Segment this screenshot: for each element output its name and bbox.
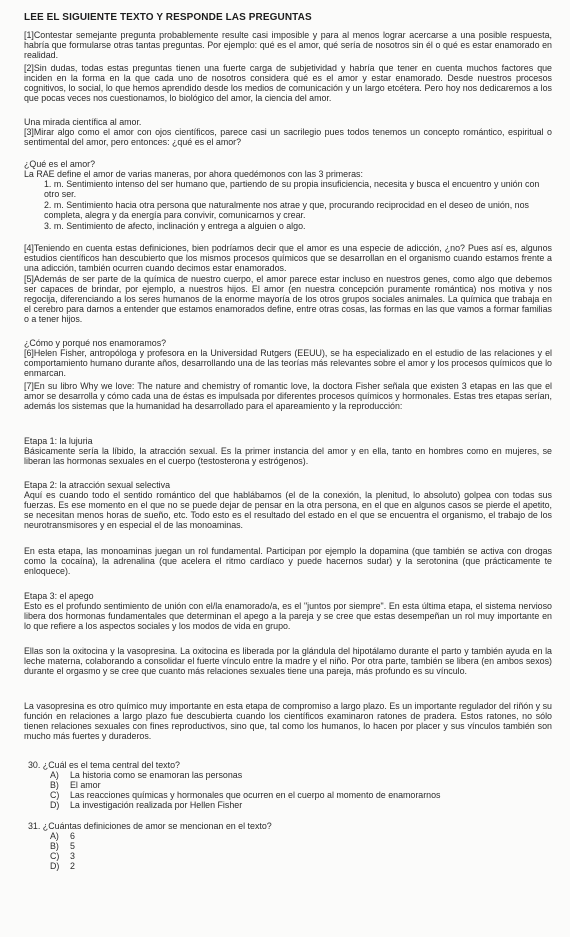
option-letter: A) [50, 770, 59, 780]
definition-2: 2. m. Sentimiento hacia otra persona que naturalmente nos atrae y que, procurando reciprocidad en el deseo de unión, nos completa, alegra y da energía para convivir, comunicarnos y crear. [44, 200, 529, 220]
stage-2-text-2: En esta etapa, las monoaminas juegan un rol fundamental. Participan por ejemplo la dopamina (que también se activa con drogas como la cocaína), la adrenalina (que acelera el ritmo cardíaco y puede hacernos sudar) y la serotonina (que prácticamente te enloquece). [24, 546, 552, 576]
paragraph-4: [4]Teniendo en cuenta estas definiciones, bien podríamos decir que el amor es una especie de adicción, ¿no? Pues así es, algunos estudios científicos han descubierto que los mismos procesos químicos que se desarrollan en el organismo cuando estamos frente a una adicción, también ocurren cuando decimos estar enamorados. [24, 243, 552, 273]
definition-3: 3. m. Sentimiento de afecto, inclinación y entrega a alguien o algo. [44, 221, 306, 231]
paragraph-oxytocin: Ellas son la oxitocina y la vasopresina. La oxitocina es liberada por la glándula del hipotálamo durante el parto y también ayuda en la leche materna, colaborando a consolidar el fuerte vínculo entre la madre y el niño. Por otra parte, también se libera (en ambos sexos) durante el orgasmo y se cree que cuanto más relaciones sexuales tiene una pareja, más profundo es su vínculo. [24, 646, 552, 676]
option-text: 6 [70, 831, 75, 841]
option-text: 3 [70, 851, 75, 861]
stage-3-title: Etapa 3: el apego [24, 591, 94, 601]
heading-what-is-love: ¿Qué es el amor? [24, 159, 96, 169]
stage-1-title: Etapa 1: la lujuria [24, 436, 93, 446]
option-letter: D) [50, 800, 60, 810]
paragraph-5: [5]Además de ser parte de la química de nuestro cuerpo, el amor parece estar incluso en nuestros genes, como algo que debemos ser capaces de brindar, por ejemplo, a nuestros hijos. El amor (en nuestra concepción puramente romántica) nos motiva y nos regocija, diferenciando a los seres humanos de la enorme mayoría de los otros grupos sociales animales. La química que trabaja en el cerebro para darnos a entender que estamos enamorados define, entre otras cosas, las formas en las que vamos a formar familias o a tener hijos. [24, 274, 552, 324]
option-letter: B) [50, 841, 59, 851]
question-30-option-d[interactable] [50, 801, 530, 811]
heading-how-why: ¿Cómo y porqué nos enamoramos? [24, 338, 167, 348]
paragraph-1: [1]Contestar semejante pregunta probablemente resulte casi imposible y para al menos lograr acercarse a una posible respuesta, habría que formularse otras tantas preguntas. Por ejemplo: qué es el amor, qué sería de nosotros sin él o qué es estar enamorado en realidad. [24, 30, 552, 60]
option-text: El amor [70, 780, 101, 790]
question-30-option-a[interactable] [50, 771, 530, 781]
option-text: 2 [70, 861, 75, 871]
option-letter: D) [50, 861, 60, 871]
question-30: 30. ¿Cuál es el tema central del texto? [28, 760, 180, 770]
paragraph-6: [6]Helen Fisher, antropóloga y profesora en la Universidad Rutgers (EEUU), se ha especializado en el estudio de las relaciones y el comportamiento humano durante años, desarrollando una de las teorías más relevantes sobre el amor y los procesos químicos que lo enmarcan. [24, 348, 552, 378]
stage-1-text: Básicamente sería la líbido, la atracción sexual. Es la primer instancia del amor y en ella, tanto en hombres como en mujeres, se liberan las hormonas sexuales en el cuerpo (testosterona y estrógenos). [24, 446, 552, 466]
page-title: LEE EL SIGUIENTE TEXTO Y RESPONDE LAS PREGUNTAS [24, 12, 312, 23]
question-31: 31. ¿Cuántas definiciones de amor se mencionan en el texto? [28, 821, 272, 831]
option-text: 5 [70, 841, 75, 851]
stage-2-title: Etapa 2: la atracción sexual selectiva [24, 480, 171, 490]
question-31-option-d[interactable] [50, 862, 530, 872]
paragraph-7: [7]En su libro Why we love: The nature and chemistry of romantic love, la doctora Fisher señala que existen 3 etapas en las que el amor se desarrolla y cómo cada una de éstas es impulsada por diferentes procesos químicos y hormonales. Estas tres etapas serían, además los sistemas que la humanidad ha desarrollado para el apareamiento y la reproducción: [24, 381, 552, 411]
rae-intro: La RAE define el amor de varias maneras, por ahora quedémonos con las 3 primeras: [24, 169, 363, 179]
question-31-option-b[interactable] [50, 842, 530, 852]
option-text: La investigación realizada por Hellen Fisher [70, 800, 243, 810]
stage-2-text: Aquí es cuando todo el sentido romántico del que hablábamos (el de la conexión, la plenitud, lo absoluto) golpea con todas sus fuerzas. Es ese momento en el que no se puede dejar de pensar en la otra persona, en el que en algunos casos se pierde el apetito, se necesitan menos horas de sueño, etc. Todo esto es el resultado del estado en el que se encuentra el organismo, el trabajo de los neurotransmisores y en especial el de las monoaminas. [24, 490, 552, 530]
option-letter: B) [50, 780, 59, 790]
option-letter: C) [50, 851, 60, 861]
paragraph-vasopressin: La vasopresina es otro químico muy importante en esta etapa de compromiso a largo plazo. Es un importante regulador del riñón y su función en relaciones a largo plazo fue descubierta cuando los científicos examinaron ratones de pradera. Estos ratones, no sólo tienen relaciones sexuales con fines reproductivos, sino que, tal como los humanos, lo hacen por placer y sus vínculos también son mucho más fuertes y duraderos. [24, 701, 552, 741]
question-31-option-c[interactable] [50, 852, 530, 862]
question-31-option-a[interactable] [50, 832, 530, 842]
stage-3-text: Esto es el profundo sentimiento de unión con el/la enamorado/a, es el "juntos por siempre". En esta última etapa, el sistema nervioso libera dos hormonas fundamentales que determinan el apego a la pareja y se cree que estas desempeñan un rol muy importante en lo que refiere a los aspectos sociales y los modos de vida en grupo. [24, 601, 552, 631]
option-letter: C) [50, 790, 60, 800]
option-letter: A) [50, 831, 59, 841]
heading-scientific-look: Una mirada científica al amor. [24, 117, 142, 127]
paragraph-3: [3]Mirar algo como el amor con ojos científicos, parece casi un sacrilegio pues todos tenemos un concepto romántico, espiritual o sentimental del amor, pero entonces: ¿qué es el amor? [24, 127, 552, 147]
option-text: Las reacciones químicas y hormonales que ocurren en el cuerpo al momento de enamorarnos [70, 790, 441, 800]
option-text: La historia como se enamoran las personas [70, 770, 243, 780]
definition-1: 1. m. Sentimiento intenso del ser humano que, partiendo de su propia insuficiencia, necesita y busca el encuentro y unión con otro ser. [44, 179, 540, 199]
paragraph-2: [2]Sin dudas, todas estas preguntas tienen una fuerte carga de subjetividad y habría que tener en cuenta muchos factores que inciden en la forma en la que cada uno de nosotros considera qué es el amor y estar enamorado. Desde nuestros procesos cognitivos, lo social, lo que hemos aprendido desde los medios de comunicación y un largo etcétera. Pero hoy nos dedicaremos a los que pocas veces nos cuestionamos, lo biológico del amor, la ciencia del amor. [24, 63, 552, 103]
